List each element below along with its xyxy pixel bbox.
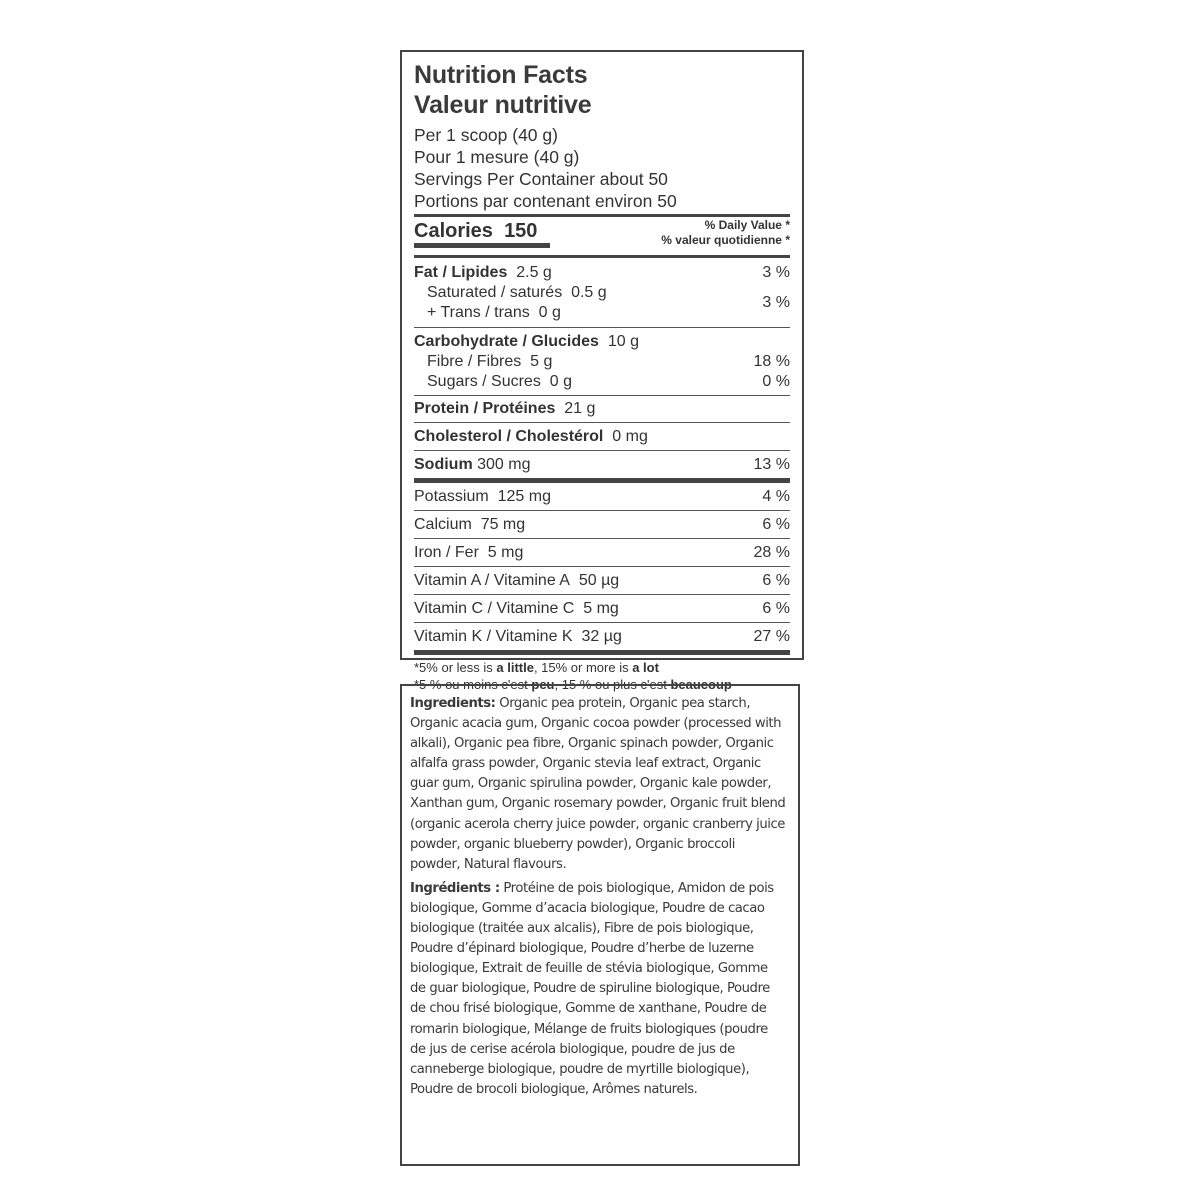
cholesterol-row xyxy=(414,427,790,447)
divider xyxy=(414,395,790,396)
serving-size-en: Per 1 scoop (40 g) xyxy=(414,125,558,145)
daily-value-fr: % valeur quotidienne * xyxy=(661,233,790,247)
carb-row xyxy=(414,332,790,352)
footnote-fr-a: *5 % ou moins c'est xyxy=(414,677,532,692)
fibre-amount: 5 g xyxy=(530,353,553,370)
saturated-trans-group xyxy=(414,283,790,323)
fat-pct: 3 % xyxy=(762,264,790,281)
trans-row xyxy=(414,303,607,323)
footnote-fr-c: , 15 % ou plus c'est xyxy=(554,677,671,692)
ingredients-fr-label: Ingrédients : xyxy=(410,880,500,896)
footnote-en-c: , 15% or more is xyxy=(533,660,633,675)
sugars-row xyxy=(414,372,790,392)
calcium-label: Calcium xyxy=(414,516,472,533)
footnote-fr-peu: peu xyxy=(531,677,555,692)
mineral-row-vitamin-c xyxy=(414,599,790,619)
cholesterol-label: Cholesterol / Cholestérol xyxy=(414,428,604,445)
footnote-en-little: a little xyxy=(496,660,534,675)
vitamin-k-amount: 32 µg xyxy=(581,628,622,645)
servings-per-container-en: Servings Per Container about 50 xyxy=(414,169,668,189)
daily-value-header xyxy=(661,217,790,251)
vitamin-a-pct: 6 % xyxy=(762,572,790,589)
sodium-amount: 300 mg xyxy=(477,456,531,473)
iron-pct: 28 % xyxy=(753,544,790,561)
fibre-pct: 18 % xyxy=(753,353,790,370)
servings-per-container-fr: Portions par contenant environ 50 xyxy=(414,191,677,211)
calories-row xyxy=(414,217,790,251)
divider xyxy=(414,510,790,511)
footnote-en-lot: a lot xyxy=(632,660,659,675)
mineral-row-calcium xyxy=(414,515,790,535)
vitamin-k-pct: 27 % xyxy=(753,628,790,645)
saturated-row xyxy=(414,283,607,303)
calcium-pct: 6 % xyxy=(762,516,790,533)
vitamin-k-label: Vitamin K / Vitamine K xyxy=(414,628,573,645)
calories-value: 150 xyxy=(504,220,538,242)
divider xyxy=(414,450,790,451)
potassium-amount: 125 mg xyxy=(497,488,551,505)
footnote-fr-beaucoup: beaucoup xyxy=(670,677,732,692)
iron-amount: 5 mg xyxy=(487,544,524,561)
protein-amount: 21 g xyxy=(564,400,596,417)
ingredients-panel xyxy=(400,684,800,1166)
saturated-label: Saturated / saturés xyxy=(427,284,563,301)
carb-amount: 10 g xyxy=(607,333,639,350)
daily-value-en: % Daily Value * xyxy=(704,218,790,232)
mineral-row-iron xyxy=(414,543,790,563)
sodium-row xyxy=(414,455,790,475)
carb-label: Carbohydrate / Glucides xyxy=(414,333,599,350)
fibre-label: Fibre / Fibres xyxy=(427,353,522,370)
iron-label: Iron / Fer xyxy=(414,544,479,561)
footnote-en-a: *5% or less is xyxy=(414,660,497,675)
mineral-row-potassium xyxy=(414,487,790,507)
calories-label: Calories xyxy=(414,220,493,242)
sugars-label: Sugars / Sucres xyxy=(427,373,541,390)
mineral-row-vitamin-a xyxy=(414,571,790,591)
ingredients-en-label: Ingredients: xyxy=(410,696,496,711)
sugars-pct: 0 % xyxy=(762,373,790,390)
nutrition-facts-panel xyxy=(400,50,804,692)
title-fr: Valeur nutritive xyxy=(414,91,592,119)
divider xyxy=(414,422,790,423)
trans-label: + Trans / trans xyxy=(427,304,530,321)
ingredients-en-text: Organic pea protein, Organic pea starch, Organic acacia gum, Organic cocoa powder (processed with alkali), Organic pea fibre, Organic spinach powder, Organic alfalfa grass powder, Organic stevia leaf extract, Organic guar gum, Organic spirulina powder, Organic kale powder, Xanthan gum, Organic rosemary powder, Organic fruit blend (organic acerola cherry juice powder, organic cranberry juice powder, organic blueberry powder), Organic broccoli powder, Natural flavours. xyxy=(410,696,786,872)
ingredients-fr-text: Protéine de pois biologique, Amidon de pois biologique, Gomme d’acacia biologique, Poudre de cacao biologique (traitée aux alcalis), Fibre de pois biologique, Poudre d’épinard biologique, Poudre d’herbe de luzerne biologique, Extrait de feuille de stévia biologique, Gomme de guar biologique, Poudre de spiruline biologique, Poudre de chou frisé biologique, Gomme de xanthane, Poudre de romarin biologique, Mélange de fruits biologiques (poudre de jus de cerise acérola biologique, poudre de jus de canneberge biologique, poudre de myrtille biologique), Poudre de brocoli biologique, Arômes naturels. xyxy=(410,880,774,1097)
divider xyxy=(414,327,790,328)
fat-row xyxy=(414,263,790,283)
fibre-row xyxy=(414,352,790,372)
sugars-amount: 0 g xyxy=(549,373,572,390)
title-en: Nutrition Facts xyxy=(414,61,588,89)
footnote-en xyxy=(414,659,790,676)
cholesterol-amount: 0 mg xyxy=(612,428,648,445)
ingredients-en xyxy=(410,694,786,875)
vitamin-a-amount: 50 µg xyxy=(578,572,620,589)
divider xyxy=(414,255,790,258)
divider xyxy=(414,566,790,567)
calories xyxy=(414,217,550,248)
mineral-row-vitamin-k xyxy=(414,627,790,647)
saturated-amount: 0.5 g xyxy=(571,284,607,301)
sat-trans-pct: 3 % xyxy=(762,294,790,311)
fat-amount: 2.5 g xyxy=(516,264,552,281)
vitamin-a-label: Vitamin A / Vitamine A xyxy=(414,572,570,589)
trans-amount: 0 g xyxy=(538,304,561,321)
vitamin-c-pct: 6 % xyxy=(762,600,790,617)
protein-row xyxy=(414,399,790,419)
sodium-pct: 13 % xyxy=(753,456,790,473)
divider xyxy=(414,478,790,483)
calcium-amount: 75 mg xyxy=(480,516,526,533)
potassium-pct: 4 % xyxy=(762,488,790,505)
sodium-label: Sodium xyxy=(414,456,473,473)
vitamin-c-label: Vitamin C / Vitamine C xyxy=(414,600,575,617)
divider xyxy=(414,622,790,623)
divider xyxy=(414,594,790,595)
vitamin-c-amount: 5 mg xyxy=(583,600,619,617)
serving-size-fr: Pour 1 mesure (40 g) xyxy=(414,147,580,167)
divider xyxy=(414,538,790,539)
ingredients-fr xyxy=(410,879,786,1100)
protein-label: Protein / Protéines xyxy=(414,400,556,417)
fat-label: Fat / Lipides xyxy=(414,264,508,281)
potassium-label: Potassium xyxy=(414,488,489,505)
